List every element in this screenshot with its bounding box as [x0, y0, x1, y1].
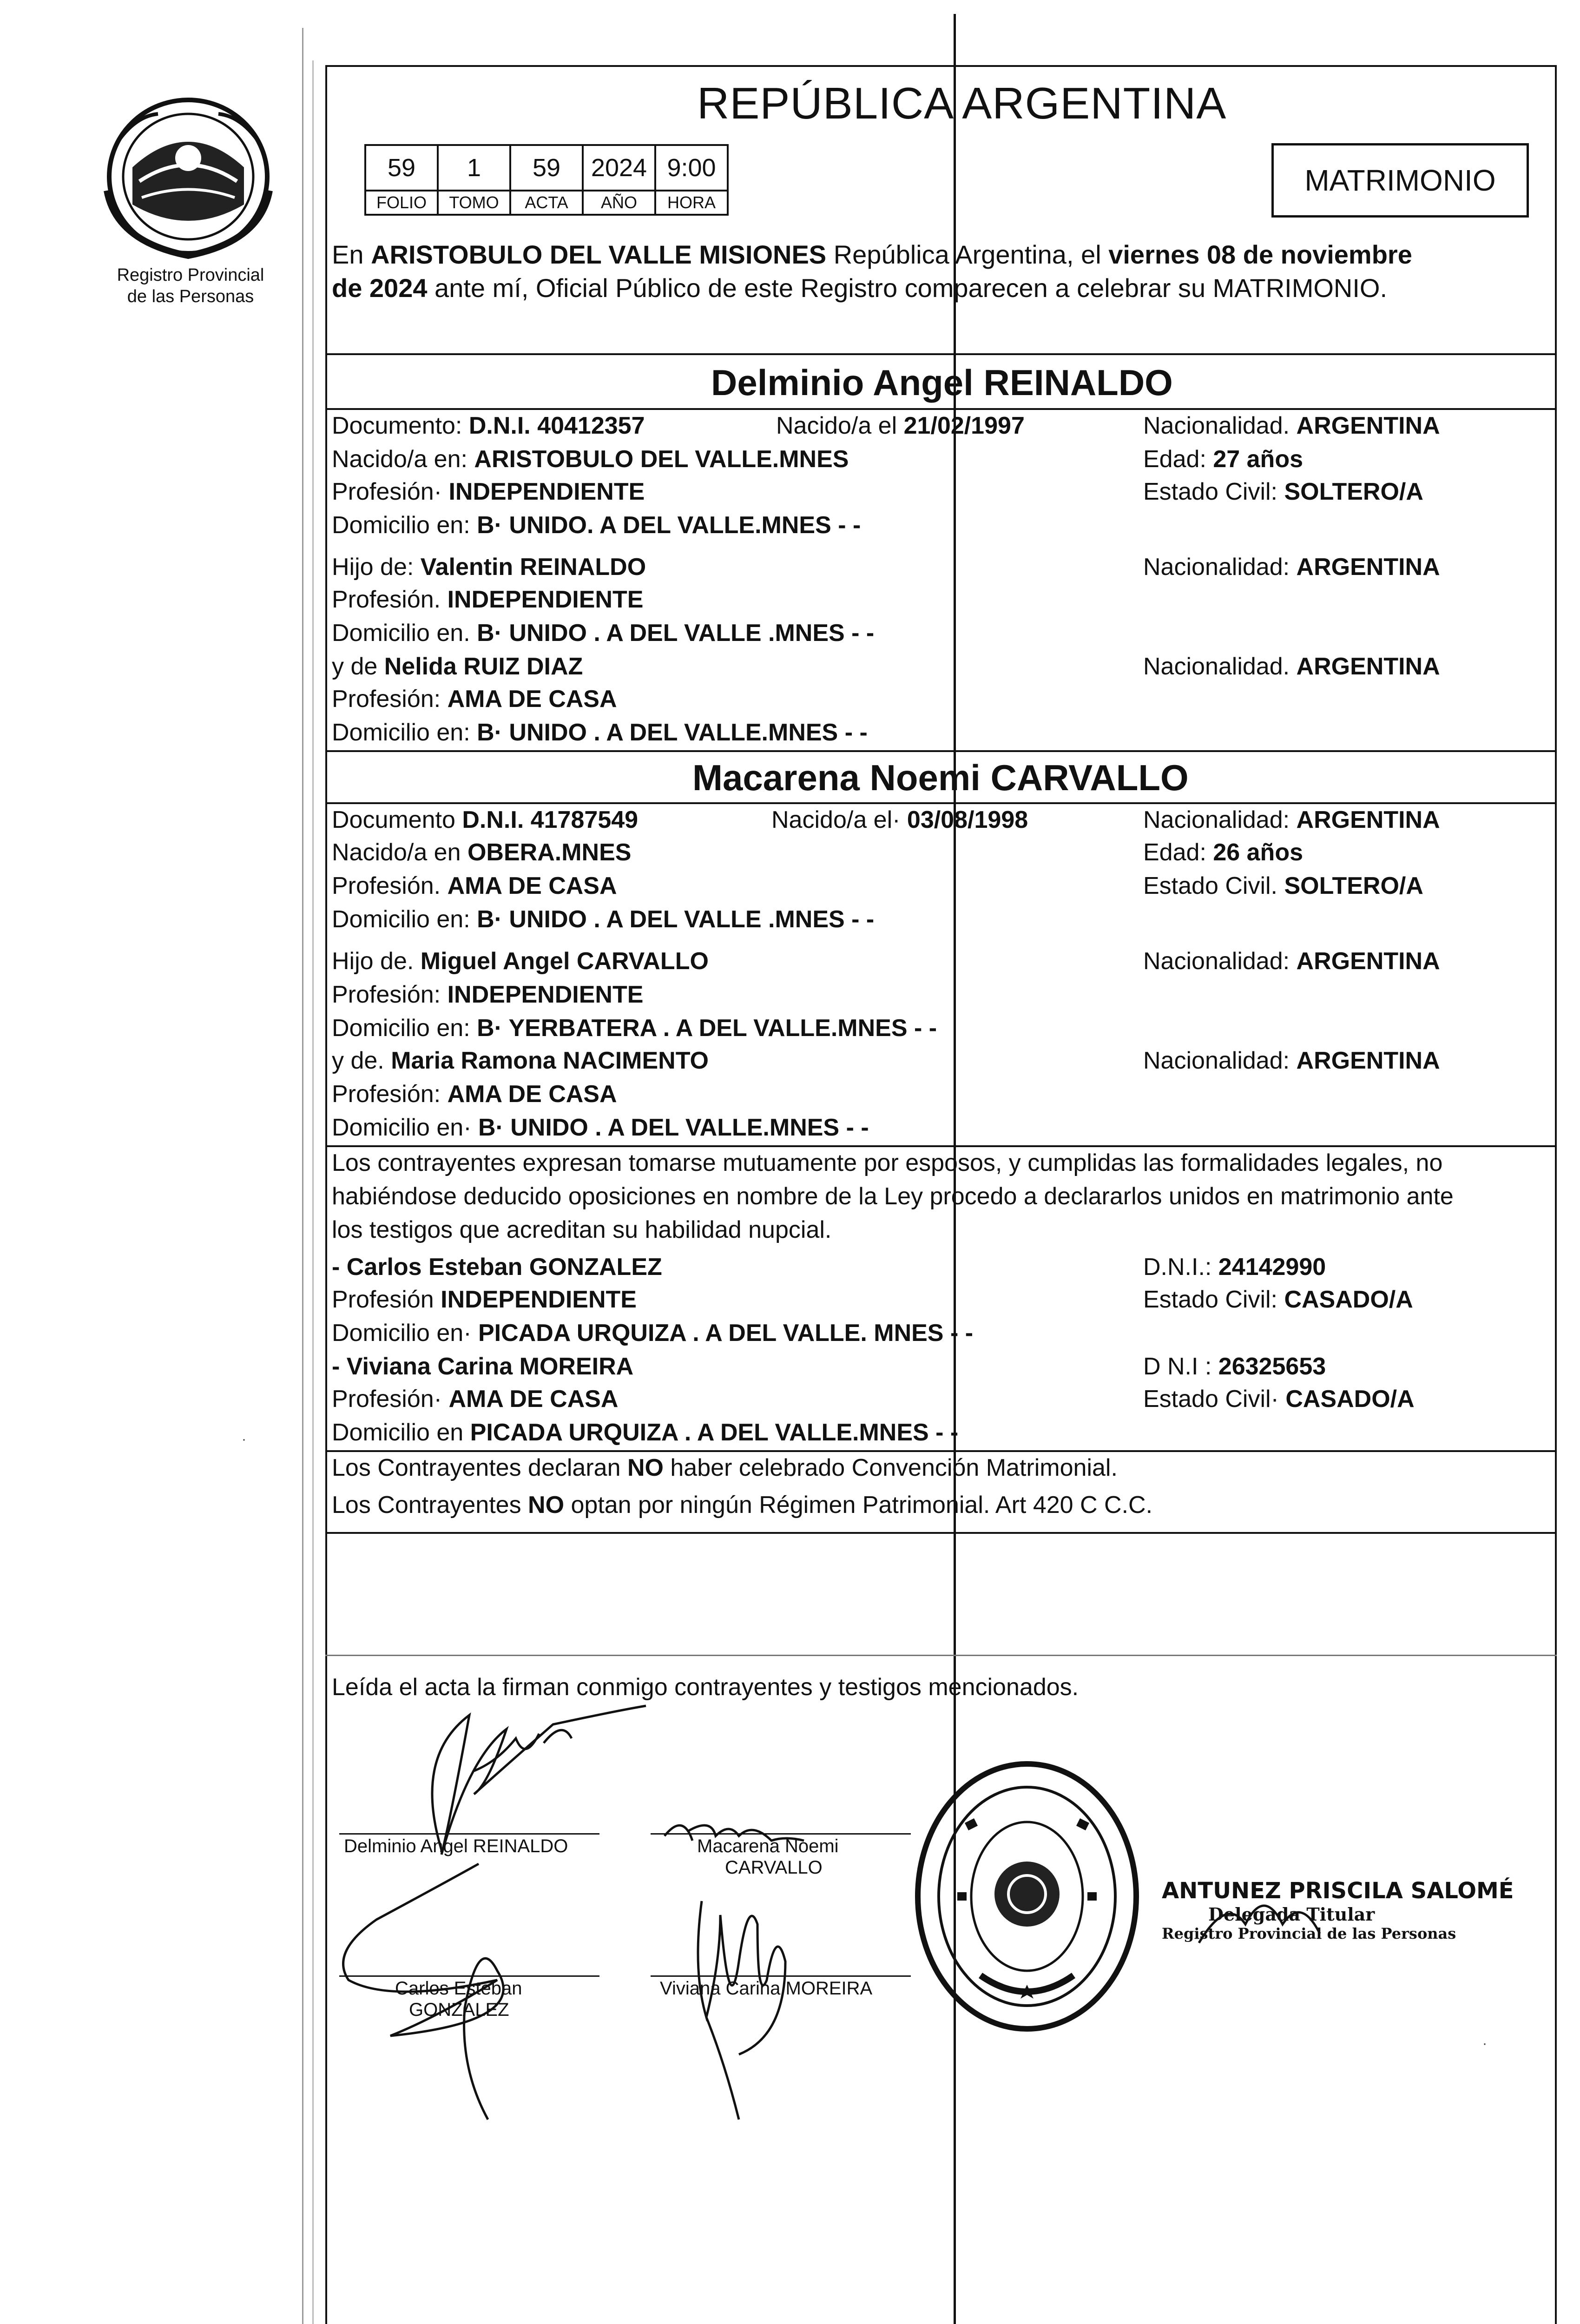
groom-father-profession: Profesión. INDEPENDIENTE	[332, 586, 644, 613]
official-round-seal	[911, 1757, 1143, 2036]
signature-witness-1-line1: Carlos Esteban	[395, 1978, 522, 1999]
divider	[325, 353, 1557, 355]
witness-2-name: - Viviana Carina MOREIRA	[332, 1353, 634, 1380]
declaration-line-1: Los contrayentes expresan tomarse mutuamente por esposos, y cumplidas las formalidades legales, no	[332, 1149, 1443, 1176]
signature-line-groom	[339, 1833, 599, 1835]
folio-label: FOLIO	[365, 191, 438, 215]
divider	[325, 1655, 1557, 1656]
logo-caption-line2: de las Personas	[127, 287, 254, 306]
acta-label: ACTA	[510, 191, 583, 215]
divider	[325, 1532, 1557, 1534]
groom-mother-profession: Profesión: AMA DE CASA	[332, 686, 617, 713]
provincial-logo	[88, 88, 288, 270]
groom-age: Edad: 27 años	[1143, 446, 1303, 473]
witness-1-domicile: Domicilio en· PICADA URQUIZA . A DEL VALLE. MNES - -	[332, 1320, 974, 1347]
groom-father-domicile: Domicilio en. B· UNIDO . A DEL VALLE .MNES - -	[332, 620, 875, 647]
groom-nationality: Nacionalidad. ARGENTINA	[1143, 412, 1440, 439]
declaration-line-3: los testigos que acreditan su habilidad nupcial.	[332, 1216, 832, 1243]
bride-age: Edad: 26 años	[1143, 839, 1303, 866]
country-title: REPÚBLICA ARGENTINA	[697, 79, 1227, 128]
hora-label: HORA	[655, 191, 728, 215]
witness-2-profession: Profesión· AMA DE CASA	[332, 1386, 619, 1413]
signature-line-bride	[651, 1833, 911, 1835]
witness-2-dni: D N.I : 26325653	[1143, 1353, 1326, 1380]
groom-mother-nationality: Nacionalidad. ARGENTINA	[1143, 653, 1440, 680]
document-type-box: MATRIMONIO	[1271, 143, 1529, 218]
bride-profession: Profesión. AMA DE CASA	[332, 872, 617, 899]
signature-line-witness-2	[651, 1975, 911, 1977]
logo-caption-line1: Registro Provincial	[117, 265, 264, 285]
groom-profession: Profesión· INDEPENDIENTE	[332, 478, 645, 505]
bride-father-domicile: Domicilio en: B· YERBATERA . A DEL VALLE.MNES - -	[332, 1015, 937, 1042]
signature-bride-line2: CARVALLO	[725, 1857, 823, 1878]
stamp-line-3: Registro Provincial de las Personas	[1162, 1925, 1456, 1942]
folio-value: 59	[365, 145, 438, 191]
divider	[325, 408, 1557, 410]
signature-witness-1-line2: GONZALEZ	[409, 2000, 509, 2020]
anio-label: AÑO	[583, 191, 655, 215]
groom-mother: y de Nelida RUIZ DIAZ	[332, 653, 583, 680]
bride-father-profession: Profesión: INDEPENDIENTE	[332, 981, 644, 1008]
signature-groom-name: Delminio Angel REINALDO	[344, 1836, 568, 1856]
witness-2-civil-status: Estado Civil· CASADO/A	[1143, 1386, 1415, 1413]
bride-civil-status: Estado Civil. SOLTERO/A	[1143, 872, 1423, 899]
stamp-signature-scribble	[1190, 1868, 1329, 1961]
groom-name: Delminio Angel REINALDO	[711, 362, 1173, 403]
margin-line-2	[312, 60, 314, 2324]
signature-bride-line1: Macarena Noemi	[697, 1836, 839, 1856]
signature-witness-2-name: Viviana Carina MOREIRA	[660, 1978, 873, 1999]
tomo-label: TOMO	[438, 191, 510, 215]
divider	[325, 1145, 1557, 1147]
witness-2-domicile: Domicilio en PICADA URQUIZA . A DEL VALLE.MNES - -	[332, 1419, 959, 1446]
bride-mother-nationality: Nacionalidad: ARGENTINA	[1143, 1047, 1440, 1074]
bride-domicile: Domicilio en: B· UNIDO . A DEL VALLE .MNES - -	[332, 906, 875, 933]
witness-1-dni: D.N.I.: 24142990	[1143, 1254, 1326, 1281]
bride-document: Documento D.N.I. 41787549	[332, 806, 639, 833]
groom-domicile: Domicilio en: B· UNIDO. A DEL VALLE.MNES - -	[332, 512, 861, 539]
bride-born-in: Nacido/a en OBERA.MNES	[332, 839, 632, 866]
convention-line-1: Los Contrayentes declaran NO haber celebrado Convención Matrimonial.	[332, 1454, 1118, 1481]
intro-line-1: En ARISTOBULO DEL VALLE MISIONES República Argentina, el viernes 08 de noviembre	[332, 240, 1412, 269]
bride-birth: Nacido/a el· 03/08/1998	[771, 806, 1028, 833]
groom-born-in: Nacido/a en: ARISTOBULO DEL VALLE.MNES	[332, 446, 849, 473]
groom-birth: Nacido/a el 21/02/1997	[776, 412, 1025, 439]
groom-father: Hijo de: Valentin REINALDO	[332, 554, 646, 581]
bride-mother: y de. Maria Ramona NACIMENTO	[332, 1047, 709, 1074]
handwritten-signatures	[321, 1701, 981, 2222]
acta-value: 59	[510, 145, 583, 191]
stamp-line-1: ANTUNEZ PRISCILA SALOMÉ	[1162, 1878, 1514, 1904]
witness-1-profession: Profesión INDEPENDIENTE	[332, 1286, 637, 1313]
bride-mother-profession: Profesión: AMA DE CASA	[332, 1081, 617, 1108]
divider	[325, 802, 1557, 804]
stray-mark: ·	[1482, 2036, 1487, 2051]
divider	[325, 750, 1557, 752]
anio-value: 2024	[583, 145, 655, 191]
groom-civil-status: Estado Civil: SOLTERO/A	[1143, 478, 1423, 505]
registry-meta-table	[364, 144, 729, 216]
bride-father-nationality: Nacionalidad: ARGENTINA	[1143, 948, 1440, 975]
intro-line-2: de 2024 ante mí, Oficial Público de este Registro comparecen a celebrar su MATRIMONIO.	[332, 273, 1388, 303]
signature-line-witness-1	[339, 1975, 599, 1977]
convention-line-2: Los Contrayentes NO optan por ningún Régimen Patrimonial. Art 420 C C.C.	[332, 1492, 1153, 1519]
bride-name: Macarena Noemi CARVALLO	[692, 757, 1189, 798]
divider	[325, 1450, 1557, 1452]
bride-mother-domicile: Domicilio en· B· UNIDO . A DEL VALLE.MNES - -	[332, 1114, 869, 1141]
stray-mark: ·	[242, 1432, 246, 1447]
groom-document: Documento: D.N.I. 40412357	[332, 412, 645, 439]
bride-father: Hijo de. Miguel Angel CARVALLO	[332, 948, 709, 975]
stamp-line-2: Delegada Titular	[1208, 1904, 1375, 1925]
margin-line	[302, 28, 303, 2324]
witness-1-name: - Carlos Esteban GONZALEZ	[332, 1254, 662, 1281]
witness-1-civil-status: Estado Civil: CASADO/A	[1143, 1286, 1413, 1313]
bride-nationality: Nacionalidad: ARGENTINA	[1143, 806, 1440, 833]
closing-statement: Leída el acta la firman conmigo contrayentes y testigos mencionados.	[332, 1674, 1079, 1701]
groom-father-nationality: Nacionalidad: ARGENTINA	[1143, 554, 1440, 581]
tomo-value: 1	[438, 145, 510, 191]
groom-mother-domicile: Domicilio en: B· UNIDO . A DEL VALLE.MNES - -	[332, 719, 868, 746]
hora-value: 9:00	[655, 145, 728, 191]
declaration-line-2: habiéndose deducido oposiciones en nombre de la Ley procedo a declararlos unidos en matrimonio ante	[332, 1183, 1454, 1210]
